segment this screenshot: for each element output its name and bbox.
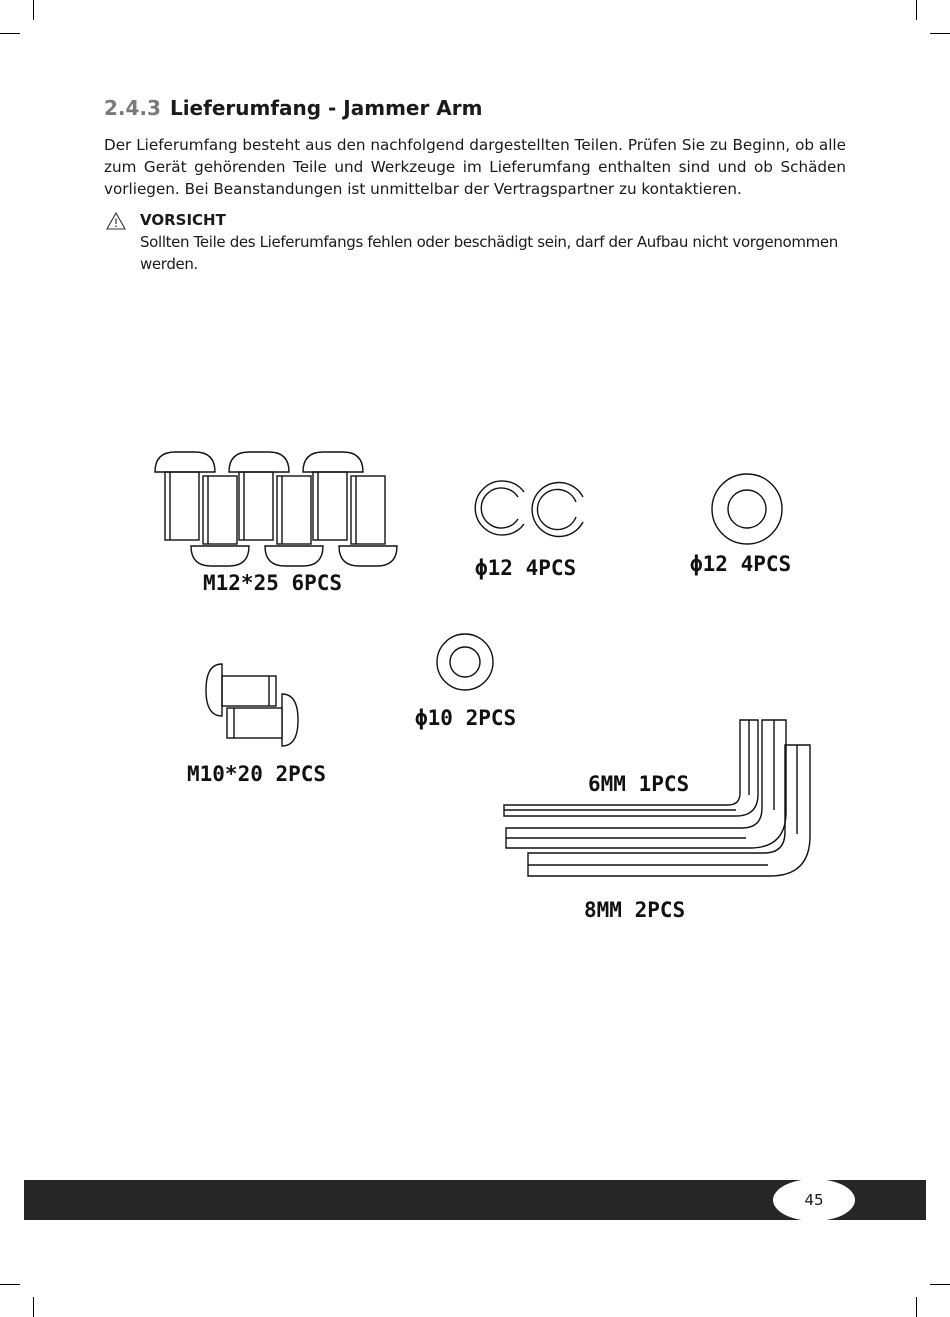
section-title: Lieferumfang - Jammer Arm: [169, 96, 483, 120]
label-spring-washers: ϕ12 4PCS: [475, 556, 577, 580]
spring-washer-icon: [475, 481, 583, 537]
bolt-m12-icon: [339, 476, 397, 566]
caution-title: VORSICHT: [140, 211, 226, 229]
label-allen-key-8mm: 8MM 2PCS: [584, 898, 686, 922]
label-washers-10: ϕ10 2PCS: [415, 706, 517, 730]
bolt-m12-icon: [265, 476, 323, 566]
allen-key-6mm-icon: [504, 720, 758, 816]
bolt-m10-icon: [227, 694, 298, 746]
flat-washer-icon: [712, 474, 782, 544]
flat-washer-icon: [437, 634, 493, 690]
label-m10-bolts: M10*20 2PCS: [187, 762, 327, 786]
section-number: 2.4.3: [104, 96, 161, 120]
label-flat-washers-12: ϕ12 4PCS: [690, 552, 792, 576]
page-number: 45: [773, 1179, 855, 1221]
label-allen-key-6mm: 6MM 1PCS: [588, 772, 690, 796]
caution-text: Sollten Teile des Lieferumfangs fehlen oder beschädigt sein, darf der Aufbau nicht vorgenommen werden.: [140, 233, 838, 273]
label-m12-bolts: M12*25 6PCS: [203, 571, 343, 595]
intro-paragraph: Der Lieferumfang besteht aus den nachfolgend dargestellten Teilen. Prüfen Sie zu Beginn, ob alle zum Gerät gehörenden Teile und Werkzeuge im Lieferumfang enthalten sind und ob Schäden vorliegen. Bei Beanstandungen ist unmittelbar der Vertragspartner zu kontaktieren.: [104, 136, 846, 198]
